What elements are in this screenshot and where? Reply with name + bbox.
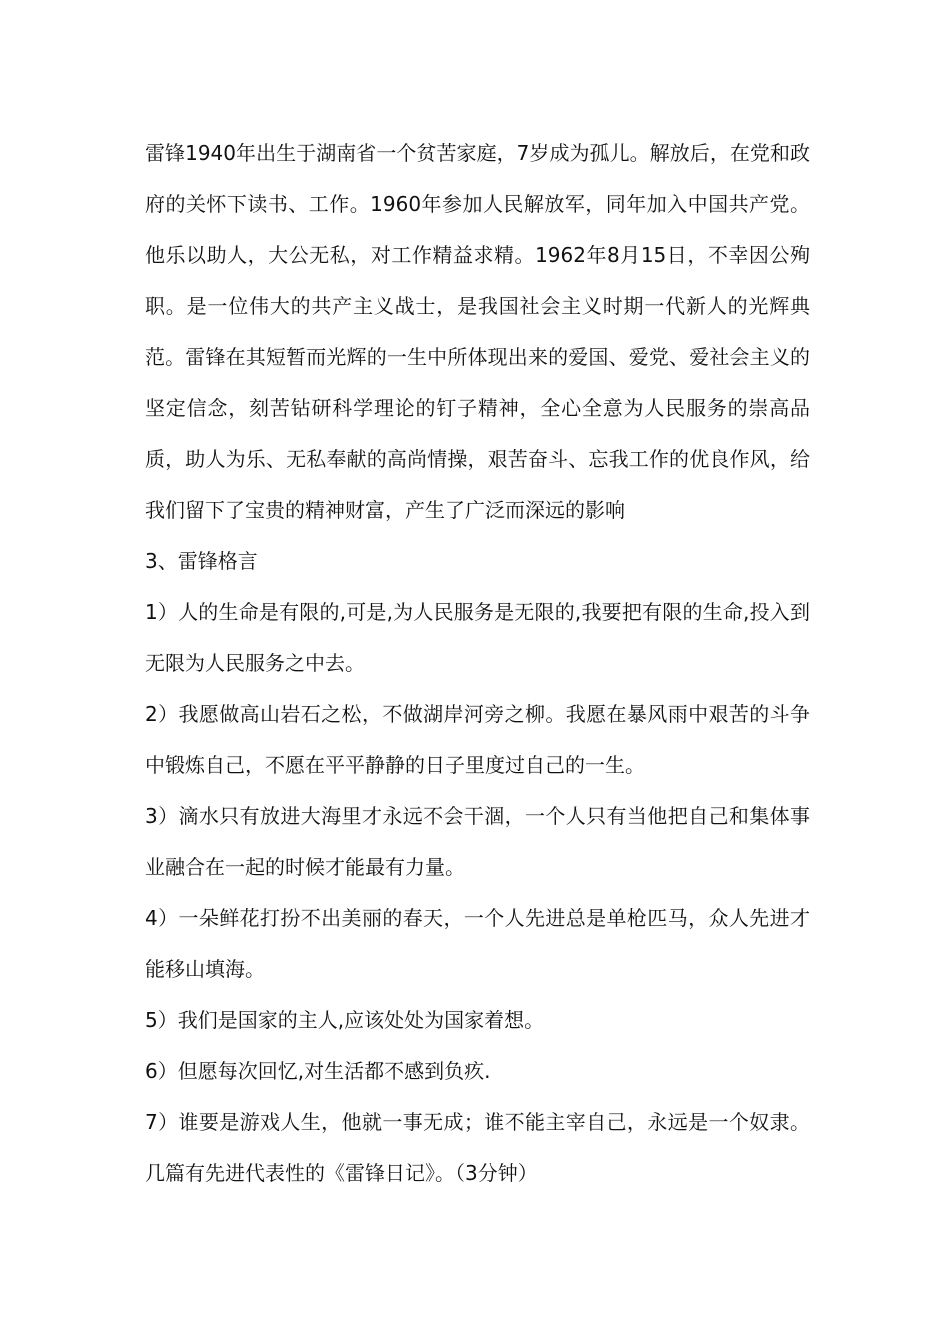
- section-heading: 3、雷锋格言: [145, 549, 258, 573]
- quote-item-7: 7）谁要是游戏人生，他就一事无成；谁不能主宰自己，永远是一个奴隶。几篇有先进代表性的《雷锋日记》。（3分钟）: [145, 1110, 810, 1185]
- document-body: [145, 128, 810, 1199]
- quote-item-5: 5）我们是国家的主人,应该处处为国家着想。: [145, 1008, 545, 1032]
- quote-item-1: 1）人的生命是有限的,可是,为人民服务是无限的,我要把有限的生命,投入到无限为人民服务之中去。: [145, 600, 810, 675]
- quote-item-2: 2）我愿做高山岩石之松，不做湖岸河旁之柳。我愿在暴风雨中艰苦的斗争中锻炼自己，不愿在平平静静的日子里度过自己的一生。: [145, 702, 810, 777]
- intro-paragraph: 雷锋1940年出生于湖南省一个贫苦家庭，7岁成为孤儿。解放后，在党和政府的关怀下读书、工作。1960年参加人民解放军，同年加入中国共产党。他乐以助人，大公无私，对工作精益求精。1962年8月15日，不幸因公殉职。是一位伟大的共产主义战士，是我国社会主义时期一代新人的光辉典范。雷锋在其短暂而光辉的一生中所体现出来的爱国、爱党、爱社会主义的坚定信念，刻苦钻研科学理论的钉子精神，全心全意为人民服务的崇高品质，助人为乐、无私奉献的高尚情操，艰苦奋斗、忘我工作的优良作风，给我们留下了宝贵的精神财富，产生了广泛而深远的影响: [145, 141, 810, 522]
- quote-item-4: 4）一朵鲜花打扮不出美丽的春天，一个人先进总是单枪匹马，众人先进才能移山填海。: [145, 906, 810, 981]
- quote-item-3: 3）滴水只有放进大海里才永远不会干涸，一个人只有当他把自己和集体事业融合在一起的时候才能最有力量。: [145, 804, 810, 879]
- quote-item-6: 6）但愿每次回忆,对生活都不感到负疚.: [145, 1059, 491, 1083]
